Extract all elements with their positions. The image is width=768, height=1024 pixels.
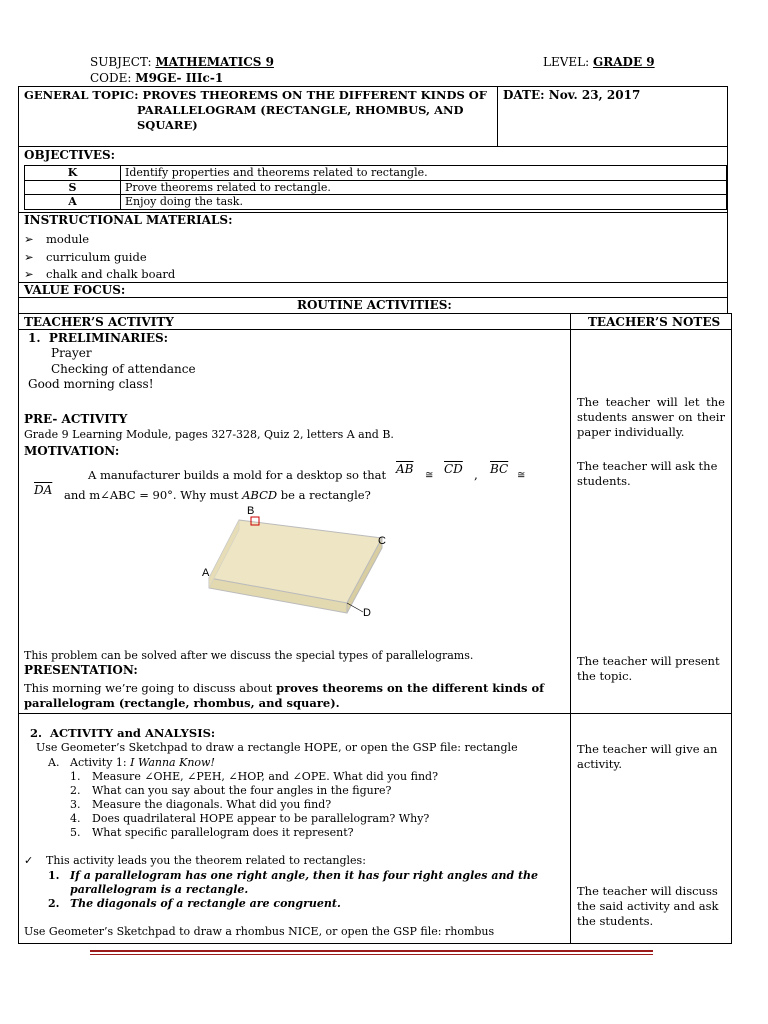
vertex-label-a: A	[202, 567, 210, 579]
level-value: GRADE 9	[593, 55, 655, 69]
teacher-note: The teacher will ask the students.	[577, 459, 718, 488]
objectives-label: OBJECTIVES:	[24, 148, 116, 162]
presentation-text-line1	[24, 681, 544, 695]
teacher-notes-header: TEACHER’S NOTES	[588, 315, 721, 329]
question-number: 2.	[70, 784, 81, 797]
objective-text: Prove theorems related to rectangle.	[121, 180, 727, 195]
code-label: CODE:	[90, 71, 132, 85]
question-number: 5.	[70, 826, 81, 839]
attendance-item: Checking of attendance	[51, 362, 196, 376]
motivation-text: and m∠ABC = 90°. Why must	[64, 488, 239, 502]
list-item	[70, 770, 438, 784]
footer-rule-bottom	[90, 954, 653, 955]
congruent-symbol: ≅	[517, 470, 526, 481]
objective-key: A	[25, 195, 121, 210]
preliminaries-label: PRELIMINARIES:	[48, 331, 169, 345]
question-text: Measure ∠OHE, ∠PEH, ∠HOP, and ∠OPE. What did you find?	[92, 770, 438, 783]
list-item	[70, 784, 438, 798]
vertex-label-c: C	[378, 535, 386, 547]
theorem-number: 2.	[48, 897, 60, 910]
theorem-text: If a parallelogram has one right angle, then it has four right angles and the	[70, 869, 539, 882]
objective-key: K	[25, 166, 121, 181]
teacher-note: The teacher will let the students answer on their paper individually.	[577, 395, 725, 439]
arrow-bullet-icon: ➢	[24, 249, 34, 264]
motivation-label: MOTIVATION:	[24, 444, 120, 458]
segment-cd: $\overline{CD}$	[444, 462, 463, 476]
motivation-text-line1	[88, 468, 386, 482]
activity-subheading	[48, 756, 215, 769]
question-text: Measure the diagonals. What did you find?	[92, 798, 332, 811]
routine-activities-label: ROUTINE ACTIVITIES:	[297, 298, 452, 312]
materials-label: INSTRUCTIONAL MATERIALS:	[24, 213, 233, 227]
vertex-label-d: D	[363, 607, 371, 619]
objectives-table	[24, 165, 727, 210]
section-number: 1.	[28, 331, 41, 345]
objective-row	[25, 180, 727, 195]
greeting-text: Good morning class!	[28, 377, 154, 391]
leads-text: This activity leads you the theorem related to rectangles:	[46, 854, 366, 867]
presentation-text-bold: proves theorems on the different kinds of	[276, 681, 545, 695]
activity-heading	[30, 726, 215, 740]
theorem-text: The diagonals of a rectangle are congruent.	[70, 897, 341, 910]
segment-bc: $\overline{BC}$	[490, 462, 509, 476]
question-text: What can you say about the four angles in the figure?	[92, 784, 392, 797]
list-item	[24, 231, 175, 249]
objective-text: Identify properties and theorems related to rectangle.	[121, 166, 727, 181]
presentation-period: .	[335, 696, 340, 710]
question-text: What specific parallelogram does it represent?	[92, 826, 354, 839]
material-text: curriculum guide	[46, 249, 147, 264]
objective-row	[25, 166, 727, 181]
presentation-text-bold: parallelogram (rectangle, rhombus, and square)	[24, 696, 336, 710]
question-number: 4.	[70, 812, 81, 825]
preliminaries-heading	[28, 331, 168, 345]
teacher-activity-header: TEACHER’S ACTIVITY	[24, 315, 174, 329]
theorem-2	[48, 897, 341, 910]
sub-letter: A.	[48, 756, 60, 769]
value-focus-label: VALUE FOCUS:	[24, 283, 126, 297]
pre-activity-text: Grade 9 Learning Module, pages 327-328, Quiz 2, letters A and B.	[24, 428, 394, 441]
motivation-text: A manufacturer builds a mold for a desktop so that	[88, 468, 387, 482]
comma-separator: ,	[474, 468, 478, 482]
general-topic-line1: PROVES THEOREMS ON THE DIFFERENT KINDS OF	[142, 88, 487, 102]
segment-da: $\overline{DA}$	[34, 483, 53, 497]
teacher-note: The teacher will give an activity.	[577, 742, 718, 771]
arrow-bullet-icon: ➢	[24, 267, 34, 281]
objective-row	[25, 195, 727, 210]
general-topic-line2: PARALLELOGRAM (RECTANGLE, RHOMBUS, AND	[137, 103, 464, 117]
teacher-note: The teacher will present the topic.	[577, 654, 720, 683]
prayer-item: Prayer	[51, 346, 92, 360]
activity-sub-label: Activity 1:	[70, 756, 127, 769]
question-number: 3.	[70, 798, 81, 811]
presentation-text: This morning we’re going to discuss about	[24, 681, 273, 695]
materials-list	[24, 231, 175, 284]
presentation-text-line2	[24, 696, 340, 710]
leads-text-line	[24, 854, 366, 867]
material-text: module	[46, 232, 90, 246]
subject-line	[90, 55, 274, 69]
theorem-1	[48, 869, 538, 897]
list-item	[24, 266, 175, 284]
code-line	[90, 71, 223, 85]
subject-value: MATHEMATICS 9	[155, 55, 274, 69]
theorem-number: 1.	[48, 869, 60, 882]
objective-key: S	[25, 180, 121, 195]
motivation-conclusion: This problem can be solved after we discuss the special types of parallelograms.	[24, 649, 474, 662]
objective-text: Enjoy doing the task.	[121, 195, 727, 210]
material-text: chalk and chalk board	[46, 267, 176, 281]
congruent-symbol: ≅	[425, 470, 434, 481]
quadrilateral-name: ABCD	[242, 488, 278, 502]
pre-activity-label: PRE- ACTIVITY	[24, 412, 128, 426]
general-topic-line3: SQUARE)	[137, 118, 198, 132]
general-topic	[24, 88, 494, 133]
general-topic-label: GENERAL TOPIC:	[24, 88, 139, 102]
list-item	[70, 812, 438, 826]
checkmark-icon: ✓	[24, 854, 34, 867]
list-item	[70, 798, 438, 812]
activity-questions	[70, 770, 438, 840]
theorem-text: parallelogram is a rectangle.	[70, 883, 249, 896]
list-item	[24, 249, 175, 267]
activity-sub-title: I Wanna Know!	[130, 756, 215, 769]
question-number: 1.	[70, 770, 81, 783]
footer-rule-top	[90, 950, 653, 952]
teacher-note: The teacher will discuss the said activity and ask the students.	[577, 884, 719, 928]
code-value: M9GE- IIIc-1	[135, 71, 224, 85]
rhombus-instruction: Use Geometer’s Sketchpad to draw a rhombus NICE, or open the GSP file: rhombus	[24, 925, 495, 938]
segment-ab: $\overline{AB}$	[396, 462, 414, 476]
list-item	[70, 826, 438, 840]
date-label: DATE: Nov. 23, 2017	[503, 88, 641, 102]
activity-label: ACTIVITY and ANALYSIS:	[50, 726, 216, 740]
presentation-label: PRESENTATION:	[24, 663, 138, 677]
activity-instruction: Use Geometer’s Sketchpad to draw a rectangle HOPE, or open the GSP file: rectangle	[36, 741, 518, 754]
vertex-label-b: B	[247, 505, 255, 517]
subject-label: SUBJECT:	[90, 55, 152, 69]
motivation-text: be a rectangle?	[280, 488, 371, 502]
section-number: 2.	[30, 726, 43, 740]
arrow-bullet-icon: ➢	[24, 232, 34, 246]
rectangular-box-figure	[195, 500, 385, 620]
level-line	[543, 55, 655, 69]
level-label: LEVEL:	[543, 55, 590, 69]
question-text: Does quadrilateral HOPE appear to be parallelogram? Why?	[92, 812, 430, 825]
